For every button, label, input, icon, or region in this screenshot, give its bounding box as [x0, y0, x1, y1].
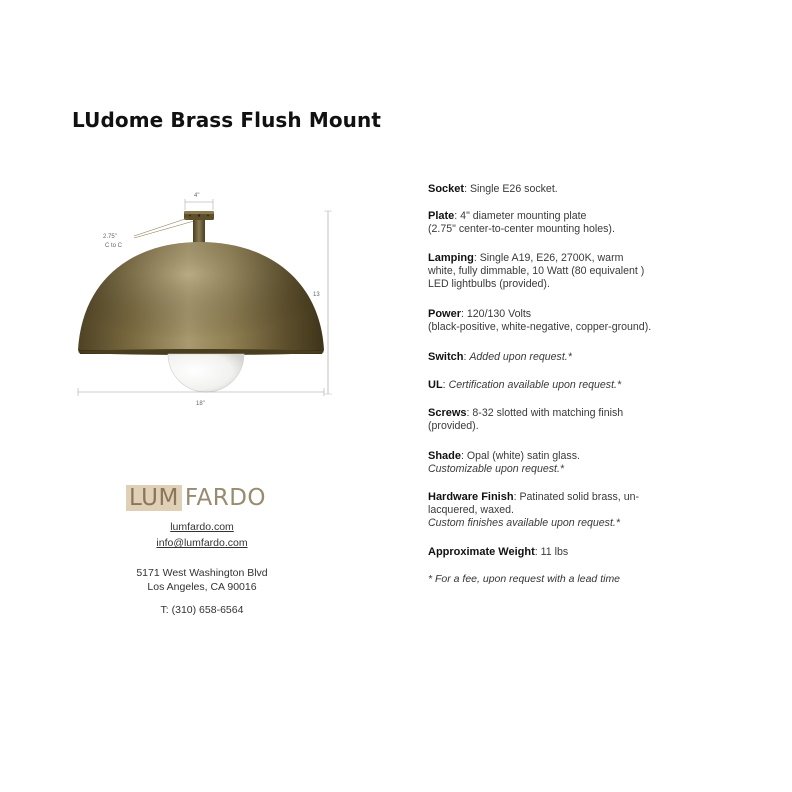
brass-dome: [78, 242, 324, 355]
plate-width-dimension: [185, 193, 213, 210]
mount-spacing-label-2: C to C: [105, 243, 123, 249]
spec-power: Power: 120/130 Volts (black-positive, white-negative, copper-ground).: [428, 308, 652, 333]
spec-weight: Approximate Weight: 11 lbs: [428, 546, 569, 558]
spec-shade: Shade: Opal (white) satin glass. Customizable upon request.*: [428, 450, 580, 475]
height-dimension: [313, 211, 332, 394]
spec-switch: Switch: Added upon request.*: [428, 351, 572, 363]
spec-socket: Socket: Single E26 socket.: [428, 183, 558, 195]
spec-ul: UL: Certification available upon request.*: [428, 379, 622, 391]
page-title: LUdome Brass Flush Mount: [72, 108, 382, 132]
logo-part-2: FARDO: [184, 485, 267, 511]
lumfardo-logo: [126, 484, 268, 514]
logo-part-1: LUM: [129, 485, 179, 511]
address-line-1: 5171 West Washington Blvd: [136, 567, 268, 579]
plate-width-label: 4": [194, 193, 200, 199]
globe-lower: [168, 354, 244, 392]
spec-hardware-finish: Hardware Finish: Patinated solid brass, un- lacquered, waxed. Custom finishes available upon request.*: [428, 491, 640, 529]
spec-plate: Plate: 4" diameter mounting plate (2.75" center-to-center mounting holes).: [428, 210, 615, 235]
spec-screws: Screws: 8-32 slotted with matching finish (provided).: [428, 407, 624, 432]
width-label: 18": [196, 401, 205, 407]
website-link[interactable]: lumfardo.com: [170, 521, 234, 533]
footnote: * For a fee, upon request with a lead time: [428, 573, 621, 585]
mount-spacing-label: 2.75": [103, 234, 117, 240]
mounting-plate: [184, 211, 214, 220]
phone: T: (310) 658-6564: [160, 604, 244, 616]
height-label: 13: [313, 292, 320, 298]
product-drawing: [72, 180, 342, 410]
address-line-2: Los Angeles, CA 90016: [147, 581, 257, 593]
spec-lamping: Lamping: Single A19, E26, 2700K, warm white, fully dimmable, 10 Watt (80 equivalent ) LED lightbulbs (provided).: [428, 252, 645, 290]
email-link[interactable]: info@lumfardo.com: [156, 537, 248, 549]
stem: [193, 220, 205, 244]
